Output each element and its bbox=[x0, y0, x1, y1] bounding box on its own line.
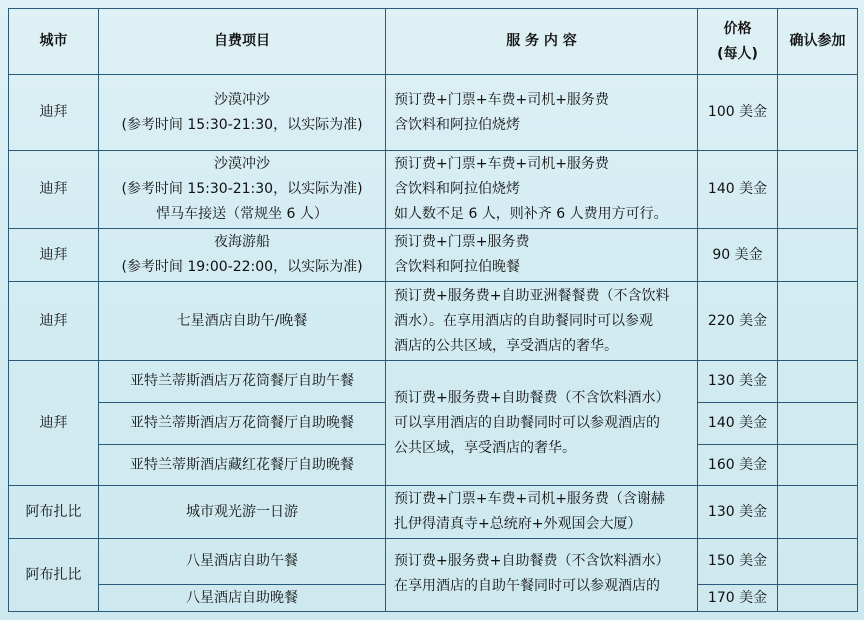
group-abudhabi-confirm-2[interactable] bbox=[778, 585, 858, 612]
row-2-service-line-2: 含饮料和阿拉伯烧烤 bbox=[394, 181, 520, 197]
group-dubai-service-line-2: 可以享用酒店的自助餐同时可以参观酒店的 bbox=[394, 414, 660, 431]
group-abudhabi-service bbox=[386, 539, 698, 612]
row-4-service-line-3: 酒店的公共区域，享受酒店的奢华。 bbox=[394, 337, 618, 354]
group-abudhabi-price-2: 170 美金 bbox=[698, 585, 778, 612]
group-dubai-price-3: 160 美金 bbox=[698, 445, 778, 486]
row-4-item: 七星酒店自助午/晚餐 bbox=[99, 282, 386, 361]
group-dubai-service-line-3: 公共区域，享受酒店的奢华。 bbox=[394, 439, 576, 456]
group-dubai-item-3: 亚特兰蒂斯酒店藏红花餐厅自助晚餐 bbox=[99, 445, 386, 486]
row-3-item-line-1: 夜海游船 bbox=[214, 234, 270, 250]
row-3-service bbox=[386, 229, 698, 282]
group-dubai-confirm-2[interactable] bbox=[778, 403, 858, 445]
header-item: 自费项目 bbox=[99, 8, 386, 75]
group-dubai-price-2: 140 美金 bbox=[698, 403, 778, 445]
group-dubai-item-1: 亚特兰蒂斯酒店万花筒餐厅自助午餐 bbox=[99, 361, 386, 403]
row-2-service bbox=[386, 151, 698, 229]
row-4-service-line-1: 预订费+服务费+自助亚洲餐餐费（不含饮料 bbox=[394, 287, 670, 304]
row-2-service-line-3: 如人数不足 6 人，则补齐 6 人费用方可行。 bbox=[394, 206, 668, 222]
row-2-item-line-3: 悍马车接送（常规坐 6 人） bbox=[156, 206, 328, 222]
row-2-item bbox=[99, 151, 386, 229]
row-1-item bbox=[99, 75, 386, 151]
row-3-price: 90 美金 bbox=[698, 229, 778, 282]
group-abudhabi-service-line-2: 在享用酒店的自助午餐同时可以参观酒店的 bbox=[394, 578, 660, 594]
row-2-city: 迪拜 bbox=[8, 151, 99, 229]
header-price bbox=[698, 8, 778, 75]
row-abudhabi-item: 城市观光游一日游 bbox=[99, 486, 386, 539]
row-2-price: 140 美金 bbox=[698, 151, 778, 229]
header-price-label: 价格 bbox=[723, 20, 752, 37]
group-abudhabi-service-line-1: 预订费+服务费+自助餐费（不含饮料酒水） bbox=[394, 553, 670, 569]
header-price-unit: (每人) bbox=[717, 45, 758, 62]
row-abudhabi-price: 130 美金 bbox=[698, 486, 778, 539]
row-3-city: 迪拜 bbox=[8, 229, 99, 282]
group-abudhabi-price-1: 150 美金 bbox=[698, 539, 778, 585]
row-3-confirm[interactable] bbox=[778, 229, 858, 282]
row-3-service-line-1: 预订费+门票+服务费 bbox=[394, 234, 530, 250]
row-1-price: 100 美金 bbox=[698, 75, 778, 151]
row-abudhabi-service bbox=[386, 486, 698, 539]
group-abudhabi-item-1: 八星酒店自助午餐 bbox=[99, 539, 386, 585]
row-1-service-line-2: 含饮料和阿拉伯烧烤 bbox=[394, 116, 520, 133]
group-abudhabi-item-2: 八星酒店自助晚餐 bbox=[99, 585, 386, 612]
group-abudhabi-city: 阿布扎比 bbox=[8, 539, 99, 612]
group-dubai-service bbox=[386, 361, 698, 486]
header-service: 服 务 内 容 bbox=[386, 8, 698, 75]
row-1-service bbox=[386, 75, 698, 151]
row-2-confirm[interactable] bbox=[778, 151, 858, 229]
header-confirm: 确认参加 bbox=[778, 8, 858, 75]
group-dubai-confirm-1[interactable] bbox=[778, 361, 858, 403]
row-4-city: 迪拜 bbox=[8, 282, 99, 361]
row-4-service bbox=[386, 282, 698, 361]
header-city: 城市 bbox=[8, 8, 99, 75]
row-2-service-line-1: 预订费+门票+车费+司机+服务费 bbox=[394, 156, 609, 172]
row-1-city: 迪拜 bbox=[8, 75, 99, 151]
row-3-service-line-2: 含饮料和阿拉伯晚餐 bbox=[394, 259, 520, 275]
group-abudhabi-confirm-1[interactable] bbox=[778, 539, 858, 585]
row-4-confirm[interactable] bbox=[778, 282, 858, 361]
group-dubai-confirm-3[interactable] bbox=[778, 445, 858, 486]
row-abudhabi-city: 阿布扎比 bbox=[8, 486, 99, 539]
row-abudhabi-service-line-2: 扎伊得清真寺+总统府+外观国会大厦） bbox=[394, 516, 642, 532]
group-dubai-price-1: 130 美金 bbox=[698, 361, 778, 403]
row-4-service-line-2: 酒水）。在享用酒店的自助餐同时可以参观 bbox=[394, 312, 653, 329]
row-3-item bbox=[99, 229, 386, 282]
group-dubai-city: 迪拜 bbox=[8, 361, 99, 486]
group-dubai-item-2: 亚特兰蒂斯酒店万花筒餐厅自助晚餐 bbox=[99, 403, 386, 445]
row-2-item-line-1: 沙漠冲沙 bbox=[214, 156, 270, 172]
row-abudhabi-service-line-1: 预订费+门票+车费+司机+服务费（含谢赫 bbox=[394, 491, 665, 507]
row-1-item-line-1: 沙漠冲沙 bbox=[214, 91, 270, 108]
row-abudhabi-confirm[interactable] bbox=[778, 486, 858, 539]
row-3-item-line-2: (参考时间 19:00-22:00，以实际为准) bbox=[121, 259, 363, 275]
row-2-item-line-2: (参考时间 15:30-21:30，以实际为准) bbox=[121, 181, 363, 197]
row-1-service-line-1: 预订费+门票+车费+司机+服务费 bbox=[394, 91, 609, 108]
row-1-confirm[interactable] bbox=[778, 75, 858, 151]
group-dubai-service-line-1: 预订费+服务费+自助餐费（不含饮料酒水） bbox=[394, 389, 670, 406]
row-4-price: 220 美金 bbox=[698, 282, 778, 361]
row-1-item-line-2: (参考时间 15:30-21:30，以实际为准) bbox=[121, 116, 363, 133]
